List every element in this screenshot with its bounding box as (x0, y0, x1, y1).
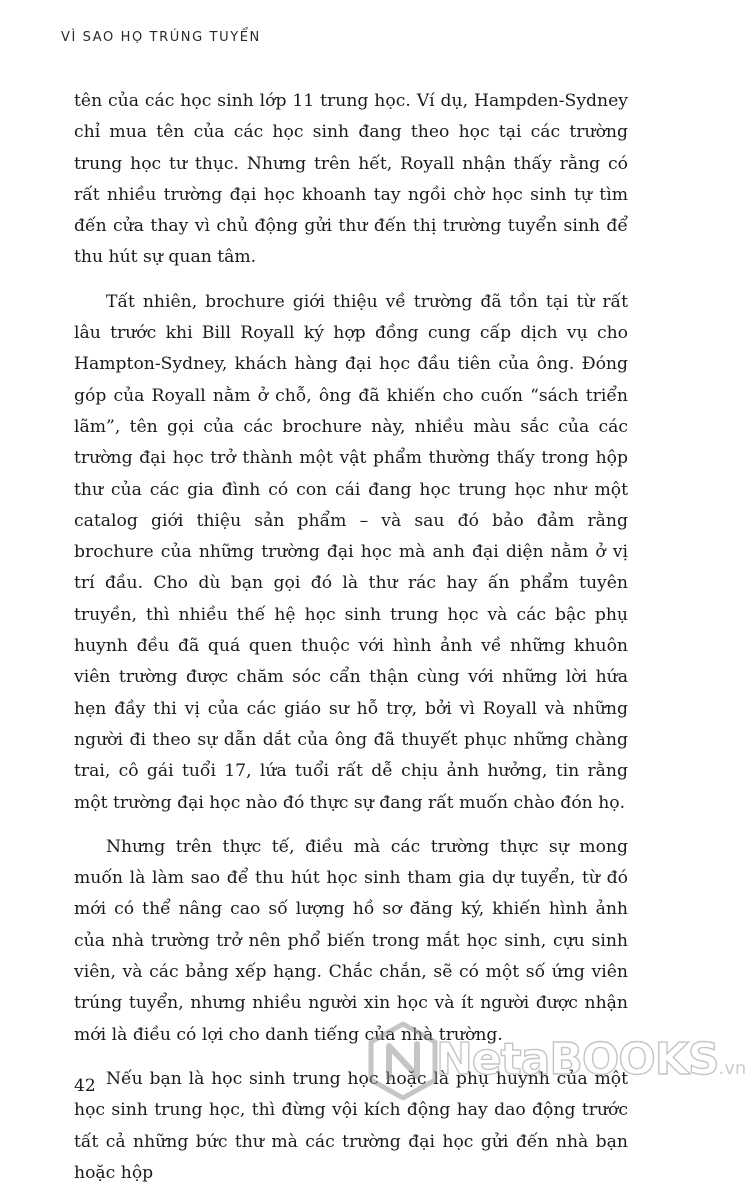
watermark-brand: NetaBOOKS (436, 1034, 719, 1085)
paragraph-1: tên của các học sinh lớp 11 trung học. Ví dụ, Hampden-Sydney chỉ mua tên của các học sinh đang theo học tại các trường trung học tư thục. Nhưng trên hết, Royall nhận thấy rằng có rất nhiều trường đại học khoanh tay ngồi chờ học sinh tự tìm đến cửa thay vì chủ động gửi thư đến thị trường tuyển sinh để thu hút sự quan tâm. (74, 91, 628, 268)
netabooks-n-logo-icon (362, 1020, 444, 1102)
page-number: 42 (74, 1076, 96, 1096)
paragraph-4: Nếu bạn là học sinh trung học hoặc là phụ huynh của một học sinh trung học, thì đừng vội kích động hay dao động trước tất cả những bức thư mà các trường đại học gửi đến nhà bạn hoặc hộp (74, 1068, 628, 1183)
watermark-suffix: .vn (718, 1058, 746, 1079)
running-header: VÌ SAO HỌ TRÚNG TUYỂN (61, 30, 261, 45)
paragraph-3: Nhưng trên thực tế, điều mà các trường thực sự mong muốn là làm sao để thu hút học sinh tham gia dự tuyển, từ đó mới có thể nâng cao số lượng hồ sơ đăng ký, khiến hình ảnh của nhà trường trở nên phổ biến trong mắt học sinh, cựu sinh viên, và các bảng xếp hạng. Chắc chắn, sẽ có một số ứng viên trúng tuyển, nhưng nhiều người xin học và ít người được nhận mới là điều có lợi cho danh tiếng của nhà trường. (74, 836, 628, 1045)
watermark-text (436, 1034, 746, 1085)
paragraph-2: Tất nhiên, brochure giới thiệu về trường đã tồn tại từ rất lâu trước khi Bill Royall ký hợp đồng cung cấp dịch vụ cho Hampton-Sydney, khách hàng đại học đầu tiên của ông. Đóng góp của Royall nằm ở chỗ, ông đã khiến cho cuốn “sách triển lãm”, tên gọi của các brochure này, nhiều màu sắc của các trường đại học trở thành một vật phẩm thường thấy trong hộp thư của các gia đình có con cái đang học trung học như một catalog giới thiệu sản phẩm – và sau đó bảo đảm rằng brochure của những trường đại học mà anh đại diện nằm ở vị trí đầu. Cho dù bạn gọi đó là thư rác hay ấn phẩm tuyên truyền, thì nhiều thế hệ học sinh trung học và các bậc phụ huynh đều đã quá quen thuộc với hình ảnh về những khuôn viên trường được chăm sóc cẩn thận cùng với những lời hứa hẹn đầy thi vị của các giáo sư hỗ trợ, bởi vì Royall và những người đi theo sự dẫn dắt của ông đã thuyết phục những chàng trai, cô gái tuổi 17, lứa tuổi rất dễ chịu ảnh hưởng, tin rằng một trường đại học nào đó thực sự đang rất muốn chào đón họ. (74, 291, 628, 813)
watermark (362, 1020, 746, 1102)
